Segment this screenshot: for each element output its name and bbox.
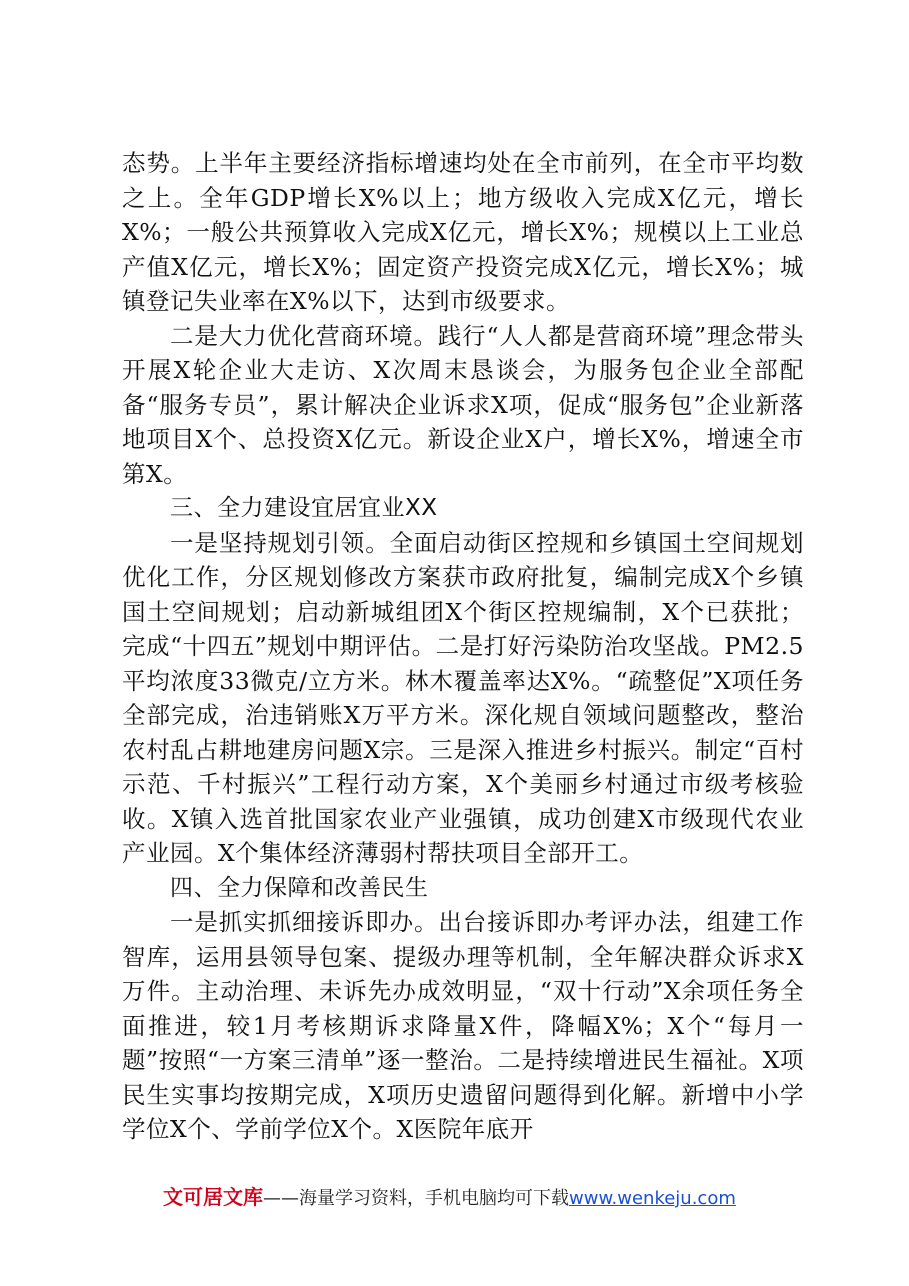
footer-brand: 文可居文库 xyxy=(163,1185,263,1209)
paragraph-business-environment: 二是大力优化营商环境。践行“人人都是营商环境”理念带头开展X轮企业大走访、X次周末恳谈会，为服务包企业全部配备“服务专员”，累计解决企业诉求X项，促成“服务包”企业新落地项目X个、总投资X亿元。新设企业X户，增长X%，增速全市第X。 xyxy=(122,321,804,488)
section-heading-livable: 三、全力建设宜居宜业XX xyxy=(170,495,438,521)
document-body xyxy=(122,146,804,1147)
footer-slogan: ——海量学习资料，手机电脑均可下载 xyxy=(263,1188,569,1209)
footer-site-link[interactable]: www.wenkeju.com xyxy=(569,1188,736,1209)
paragraph-economy-trend: 态势。上半年主要经济指标增速均处在全市前列，在全市平均数之上。全年GDP增长X%以上；地方级收入完成X亿元，增长X%；一般公共预算收入完成X亿元，增长X%；规模以上工业总产值X亿元，增长X%；固定资产投资完成X亿元，增长X%；城镇登记失业率在X%以下，达到市级要求。 xyxy=(122,149,804,315)
paragraph-complaints: 一是抓实抓细接诉即办。出台接诉即办考评办法，组建工作智库，运用县领导包案、提级办理等机制，全年解决群众诉求X万件。主动治理、未诉先办成效明显，“双十行动”X余项任务全面推进，较1月考核期诉求降量X件，降幅X%；X个“每月一题”按照“一方案三清单”逐一整治。二是持续增进民生福祉。X项民生实事均按期完成，X项历史遗留问题得到化解。新增中小学学位X个、学前学位X个。X医院年底开 xyxy=(122,908,804,1143)
section-heading-livelihood: 四、全力保障和改善民生 xyxy=(170,874,429,901)
footer-banner xyxy=(163,1184,763,1210)
paragraph-planning: 一是坚持规划引领。全面启动街区控规和乡镇国土空间规划优化工作，分区规划修改方案获市政府批复，编制完成X个乡镇国土空间规划；启动新城组团X个街区控规编制，X个已获批；完成“十四五”规划中期评估。二是打好污染防治攻坚战。PM2.5平均浓度33微克/立方米。林木覆盖率达X%。“疏整促”X项任务全部完成，治违销账X万平方米。深化规自领域问题整改，整治农村乱占耕地建房问题X宗。三是深入推进乡村振兴。制定“百村示范、千村振兴”工程行动方案，X个美丽乡村通过市级考核验收。X镇入选首批国家农业产业强镇，成功创建X市级现代农业产业园。X个集体经济薄弱村帮扶项目全部开工。 xyxy=(122,528,804,867)
